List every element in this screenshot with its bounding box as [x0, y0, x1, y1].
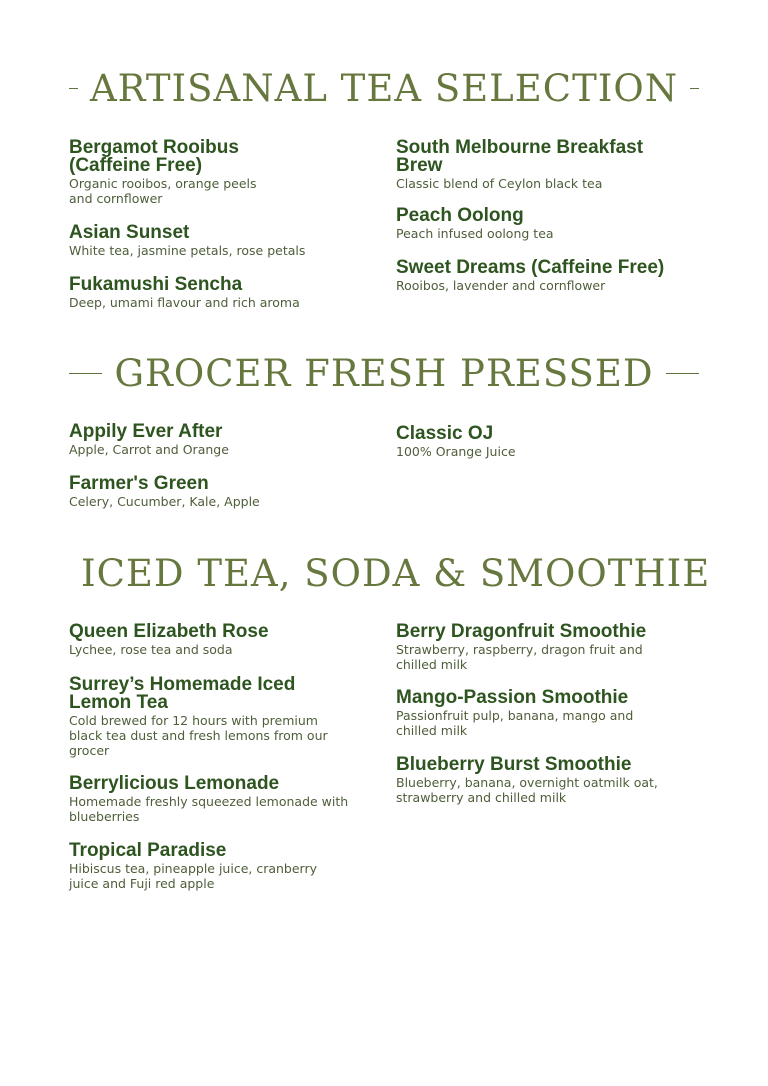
heading-rule-left [69, 373, 102, 374]
section-title: ARTISANAL TEA SELECTION [89, 67, 679, 110]
item-desc: Celery, Cucumber, Kale, Apple [69, 494, 260, 509]
heading-rule-right [666, 373, 699, 374]
item-desc: Lychee, rose tea and soda [69, 642, 233, 657]
item-name: Queen Elizabeth Rose [69, 621, 269, 642]
menu-item [396, 623, 696, 672]
item-name: Tropical Paradise [69, 840, 227, 861]
menu-item [69, 276, 369, 310]
section-heading-iced [69, 552, 711, 595]
item-desc: Organic rooibos, orange peels and cornflower [69, 176, 257, 206]
section-title: GROCER FRESH PRESSED [114, 352, 654, 395]
item-name: Classic OJ [396, 423, 494, 444]
menu-item [69, 623, 369, 657]
heading-rule-left [69, 88, 78, 89]
item-desc: Strawberry, raspberry, dragon fruit and chilled milk [396, 642, 643, 672]
item-desc: Blueberry, banana, overnight oatmilk oat, strawberry and chilled milk [396, 775, 658, 805]
menu-item [396, 139, 696, 191]
item-desc: Peach infused oolong tea [396, 226, 554, 241]
item-name: Blueberry Burst Smoothie [396, 754, 632, 775]
menu-item [396, 207, 696, 241]
menu-item [396, 425, 696, 459]
menu-item [396, 689, 696, 738]
section-heading-pressed [69, 352, 699, 395]
menu-item [69, 775, 369, 824]
item-desc: Cold brewed for 12 hours with premium black tea dust and fresh lemons from our grocer [69, 713, 328, 758]
section-title: ICED TEA, SODA & SMOOTHIE [81, 552, 711, 595]
item-name: Sweet Dreams (Caffeine Free) [396, 257, 665, 278]
menu-item [69, 139, 369, 206]
item-name: South Melbourne Breakfast Brew [396, 137, 644, 176]
section-heading-tea [69, 67, 699, 110]
item-desc: Deep, umami flavour and rich aroma [69, 295, 300, 310]
menu-item [396, 259, 696, 293]
item-name: Mango-Passion Smoothie [396, 687, 629, 708]
item-desc: Classic blend of Ceylon black tea [396, 176, 603, 191]
menu-item [69, 475, 369, 509]
menu-item [69, 423, 369, 457]
item-name: Fukamushi Sencha [69, 274, 243, 295]
item-name: Berry Dragonfruit Smoothie [396, 621, 647, 642]
item-desc: White tea, jasmine petals, rose petals [69, 243, 306, 258]
menu-item [69, 676, 369, 758]
menu-item [69, 224, 369, 258]
item-desc: Passionfruit pulp, banana, mango and chilled milk [396, 708, 634, 738]
item-desc: Rooibos, lavender and cornflower [396, 278, 606, 293]
item-name: Appily Ever After [69, 421, 223, 442]
menu-item [69, 842, 369, 891]
item-name: Berrylicious Lemonade [69, 773, 280, 794]
heading-rule-right [690, 88, 699, 89]
item-name: Asian Sunset [69, 222, 190, 243]
menu-item [396, 756, 696, 805]
item-desc: Hibiscus tea, pineapple juice, cranberry juice and Fuji red apple [69, 861, 318, 891]
item-desc: Homemade freshly squeezed lemonade with blueberries [69, 794, 349, 824]
item-name: Farmer's Green [69, 473, 209, 494]
item-name: Surrey’s Homemade Iced Lemon Tea [69, 674, 296, 713]
item-desc: 100% Orange Juice [396, 444, 516, 459]
item-desc: Apple, Carrot and Orange [69, 442, 229, 457]
item-name: Bergamot Rooibus (Caffeine Free) [69, 137, 239, 176]
item-name: Peach Oolong [396, 205, 524, 226]
